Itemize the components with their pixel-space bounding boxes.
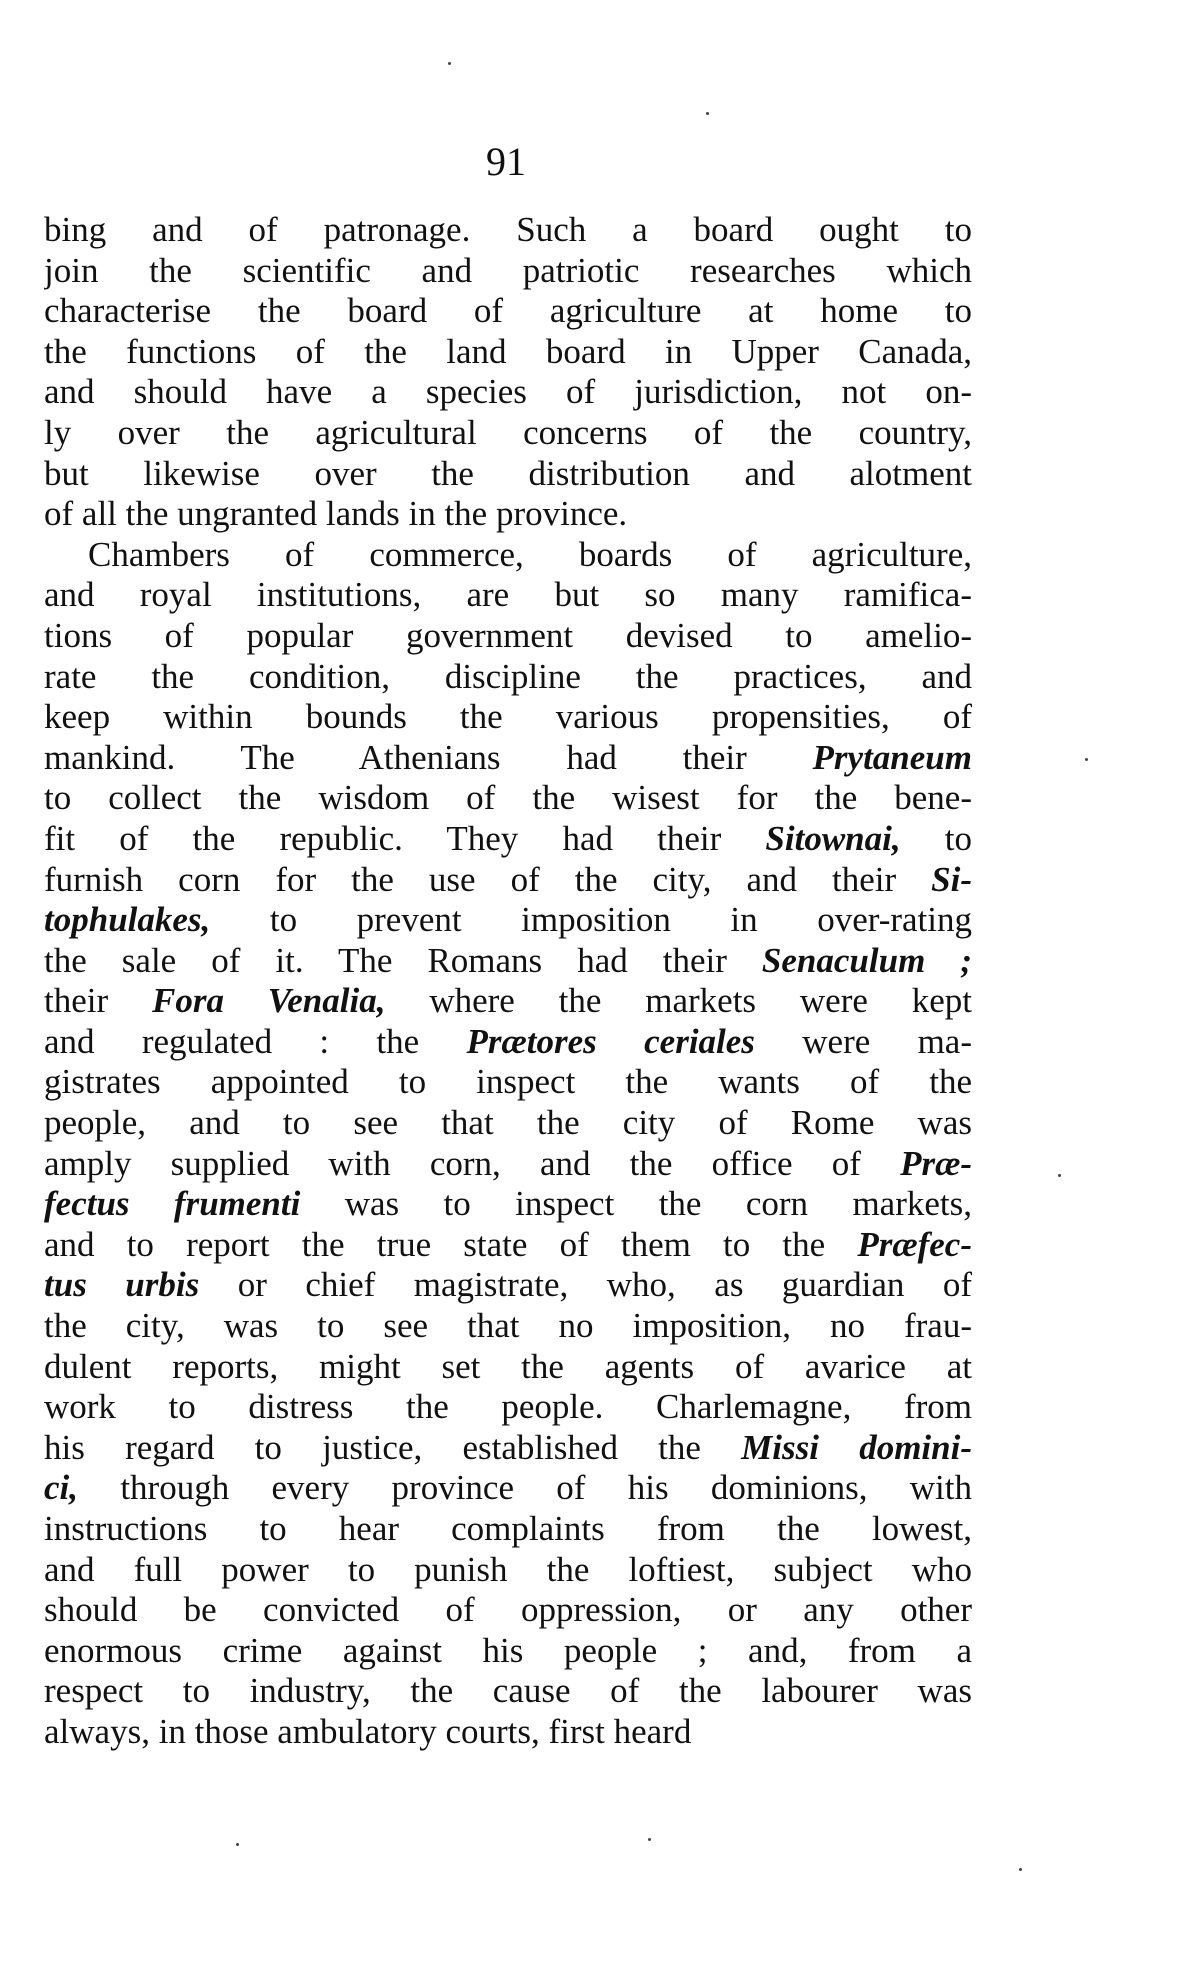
text-line — [44, 1144, 972, 1185]
text-run: and to report the true state of them to the — [44, 1224, 858, 1264]
print-speck — [1019, 1868, 1022, 1871]
text-line — [44, 1550, 972, 1591]
text-run: and should have a species of jurisdiction, not on- — [44, 372, 972, 412]
text-line — [44, 291, 972, 332]
italic-term: Præ- — [900, 1143, 972, 1183]
text-line — [44, 251, 972, 292]
text-line — [44, 372, 972, 413]
text-line — [44, 332, 972, 373]
text-line — [44, 1103, 972, 1144]
italic-term: Missi domini- — [741, 1427, 972, 1467]
text-line — [44, 900, 972, 941]
text-line — [44, 981, 972, 1022]
text-run: keep within bounds the various propensities, of — [44, 697, 972, 737]
text-line — [44, 1590, 972, 1631]
italic-term: Prætores ceriales — [466, 1021, 755, 1061]
text-run: gistrates appointed to inspect the wants of the — [44, 1062, 972, 1102]
text-run: the sale of it. The Romans had their — [44, 940, 762, 980]
body-text — [44, 210, 972, 1753]
italic-term: Senaculum ; — [761, 940, 972, 980]
text-line — [44, 210, 972, 251]
text-line — [44, 1265, 972, 1306]
italic-term: Sitownai, — [765, 818, 901, 858]
text-run: furnish corn for the use of the city, and their — [44, 859, 932, 899]
print-speck — [236, 1843, 239, 1846]
text-line — [44, 494, 972, 535]
text-line — [44, 1631, 972, 1672]
text-run: amply supplied with corn, and the office of — [44, 1143, 901, 1183]
text-line — [44, 1428, 972, 1469]
text-line — [44, 1671, 972, 1712]
text-line — [44, 1468, 972, 1509]
print-speck — [1085, 758, 1088, 761]
text-run: enormous crime against his people ; and, from a — [44, 1630, 972, 1670]
italic-term: Prytaneum — [812, 737, 972, 777]
text-run: respect to industry, the cause of the labourer was — [44, 1671, 972, 1711]
text-line — [44, 941, 972, 982]
text-run: and full power to punish the loftiest, subject who — [44, 1549, 972, 1589]
page-number: 91 — [486, 139, 526, 184]
text-run: should be convicted of oppression, or any other — [44, 1590, 972, 1630]
print-speck — [648, 1838, 651, 1841]
text-line — [44, 454, 972, 495]
italic-term: Si- — [931, 859, 972, 899]
text-line — [44, 1387, 972, 1428]
text-run: bing and of patronage. Such a board ought to — [44, 210, 972, 249]
italic-term: Præfec- — [857, 1224, 972, 1264]
text-run: to — [900, 818, 972, 858]
text-run: fit of the republic. They had their — [44, 818, 766, 858]
print-speck — [706, 112, 709, 115]
text-line — [44, 860, 972, 901]
text-run: Chambers of commerce, boards of agriculture, — [88, 534, 972, 574]
text-run: people, and to see that the city of Rome was — [44, 1103, 972, 1143]
text-line — [44, 535, 972, 576]
text-line — [44, 1712, 972, 1753]
text-run: instructions to hear complaints from the lowest, — [44, 1509, 972, 1548]
text-run: and regulated : the — [44, 1021, 467, 1061]
text-line — [44, 575, 972, 616]
text-run: always, in those ambulatory courts, first heard — [44, 1711, 692, 1751]
italic-term: ci, — [44, 1468, 79, 1508]
italic-term: fectus frumenti — [44, 1184, 301, 1224]
text-run: through every province of his dominions, with — [78, 1468, 972, 1508]
text-run: but likewise over the distribution and alotment — [44, 453, 972, 493]
text-run: join the scientific and patriotic researches which — [44, 250, 972, 290]
text-run: the city, was to see that no imposition, no frau- — [44, 1306, 972, 1346]
text-line — [44, 1184, 972, 1225]
text-run: his regard to justice, established the — [44, 1427, 742, 1467]
text-line — [44, 1306, 972, 1347]
print-speck — [448, 62, 451, 65]
text-run: mankind. The Athenians had their — [44, 737, 813, 777]
text-run: to collect the wisdom of the wisest for the bene- — [44, 778, 972, 818]
text-run: where the markets were kept — [385, 981, 972, 1021]
text-run: dulent reports, might set the agents of avarice at — [44, 1346, 972, 1386]
text-run: ly over the agricultural concerns of the country, — [44, 412, 972, 452]
text-run: the functions of the land board in Upper Canada, — [44, 331, 972, 371]
text-line — [44, 1509, 972, 1550]
text-line — [44, 738, 972, 779]
text-run: their — [44, 981, 152, 1021]
text-line — [44, 616, 972, 657]
text-line — [44, 413, 972, 454]
italic-term: tophulakes, — [44, 900, 211, 940]
italic-term: tus urbis — [44, 1265, 200, 1305]
text-line — [44, 1022, 972, 1063]
text-run: was to inspect the corn markets, — [300, 1184, 972, 1224]
text-line — [44, 778, 972, 819]
text-line — [44, 1347, 972, 1388]
text-line — [44, 1225, 972, 1266]
text-run: characterise the board of agriculture at home to — [44, 291, 972, 331]
text-run: and royal institutions, are but so many ramifica- — [44, 575, 972, 615]
text-run: work to distress the people. Charlemagne, from — [44, 1387, 972, 1427]
text-run: were ma- — [754, 1021, 972, 1061]
text-line — [44, 1062, 972, 1103]
italic-term: Fora Venalia, — [151, 981, 386, 1021]
text-run: of all the ungranted lands in the province. — [44, 494, 628, 534]
text-run: rate the condition, discipline the practices, and — [44, 656, 972, 696]
text-run: to prevent imposition in over-rating — [210, 900, 972, 940]
text-run: tions of popular government devised to amelio- — [44, 615, 972, 655]
text-line — [44, 697, 972, 738]
text-line — [44, 819, 972, 860]
text-line — [44, 657, 972, 698]
text-run: or chief magistrate, who, as guardian of — [199, 1265, 972, 1305]
print-speck — [1058, 1174, 1061, 1177]
